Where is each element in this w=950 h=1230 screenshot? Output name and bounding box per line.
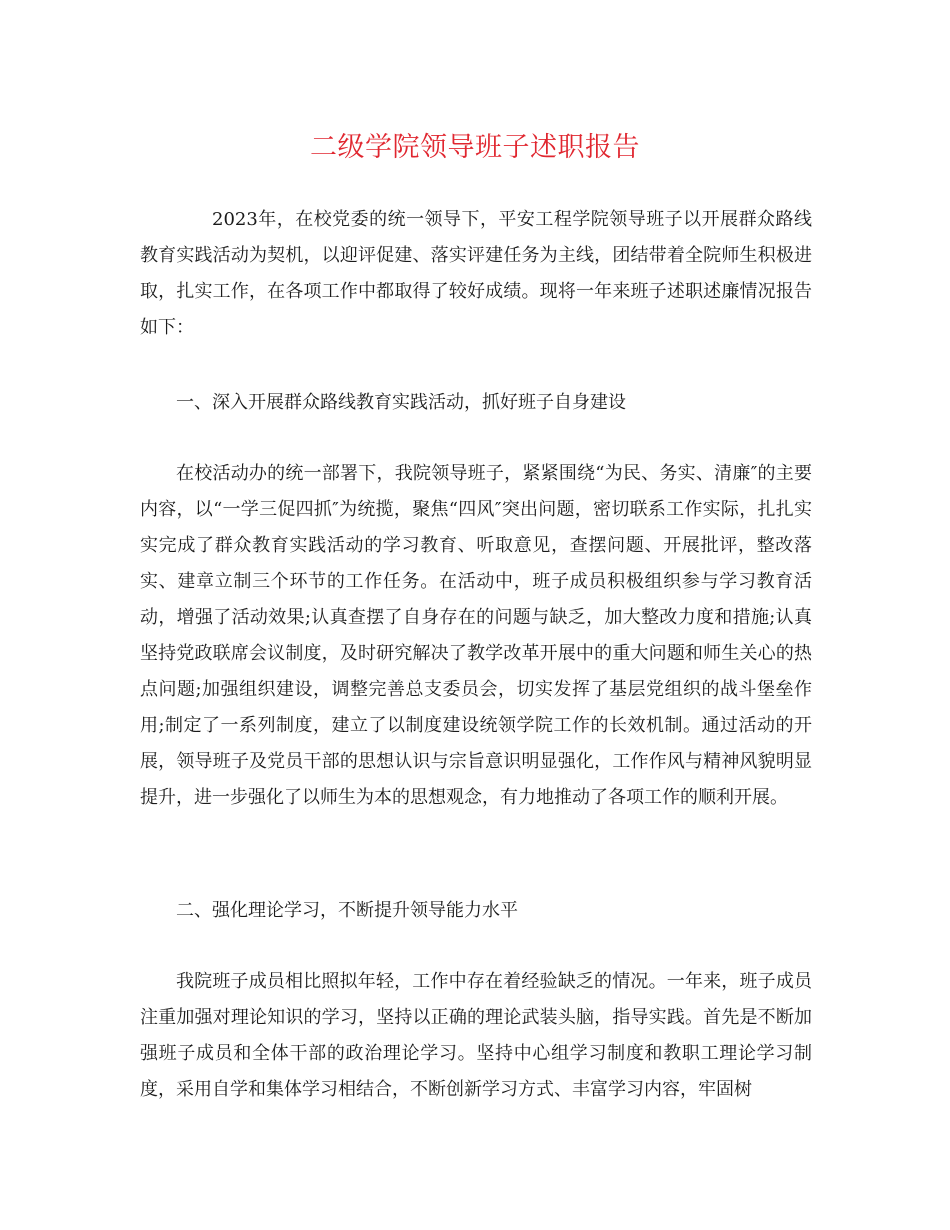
document-title: 二级学院领导班子述职报告 <box>310 132 640 163</box>
section-1-heading: 一、深入开展群众路线教育实践活动，抓好班子自身建设 <box>176 392 626 413</box>
section-1-paragraph: 在校活动办的统一部署下，我院领导班子，紧紧围绕“为民、务实、清廉″的主要内容，以“一学三促四抓″为统揽，聚焦“四风″突出问题，密切联系工作实际，扎扎实实完成了群众教育实践活动的学习教育、听取意见，查摆问题、开展批评，整改落实、建章立制三个环节的工作任务。在活动中，班子成员积极组织参与学习教育活动，增强了活动效果;认真查摆了自身存在的问题与缺乏，加大整改力度和措施;认真坚持党政联席会议制度，及时研究解决了教学改革开展中的重大问题和师生关心的热点问题;加强组织建设，调整完善总支委员会，切实发挥了基层党组织的战斗堡垒作用;制定了一系列制度，建立了以制度建设统领学院工作的长效机制。通过活动的开展，领导班子及党员干部的思想认识与宗旨意识明显强化，工作作风与精神风貌明显提升，进一步强化了以师生为本的思想观念，有力地推动了各项工作的顺利开展。 <box>140 463 813 808</box>
section-2-heading: 二、强化理论学习，不断提升领导能力水平 <box>176 900 518 921</box>
section-2-paragraph: 我院班子成员相比照拟年轻，工作中存在着经验缺乏的情况。一年来，班子成员注重加强对理论知识的学习，坚持以正确的理论武装头脑，指导实践。首先是不断加强班子成员和全体干部的政治理论学习。坚持中心组学习制度和教职工理论学习制度，采用自学和集体学习相结合，不断创新学习方式、丰富学习内容，牢固树 <box>140 971 812 1100</box>
intro-paragraph: 2023年，在校党委的统一领导下，平安工程学院领导班子以开展群众路线教育实践活动为契机，以迎评促建、落实评建任务为主线，团结带着全院师生积极进取，扎实工作，在各项工作中都取得了较好成绩。现将一年来班子述职述廉情况报告如下： <box>140 209 812 338</box>
